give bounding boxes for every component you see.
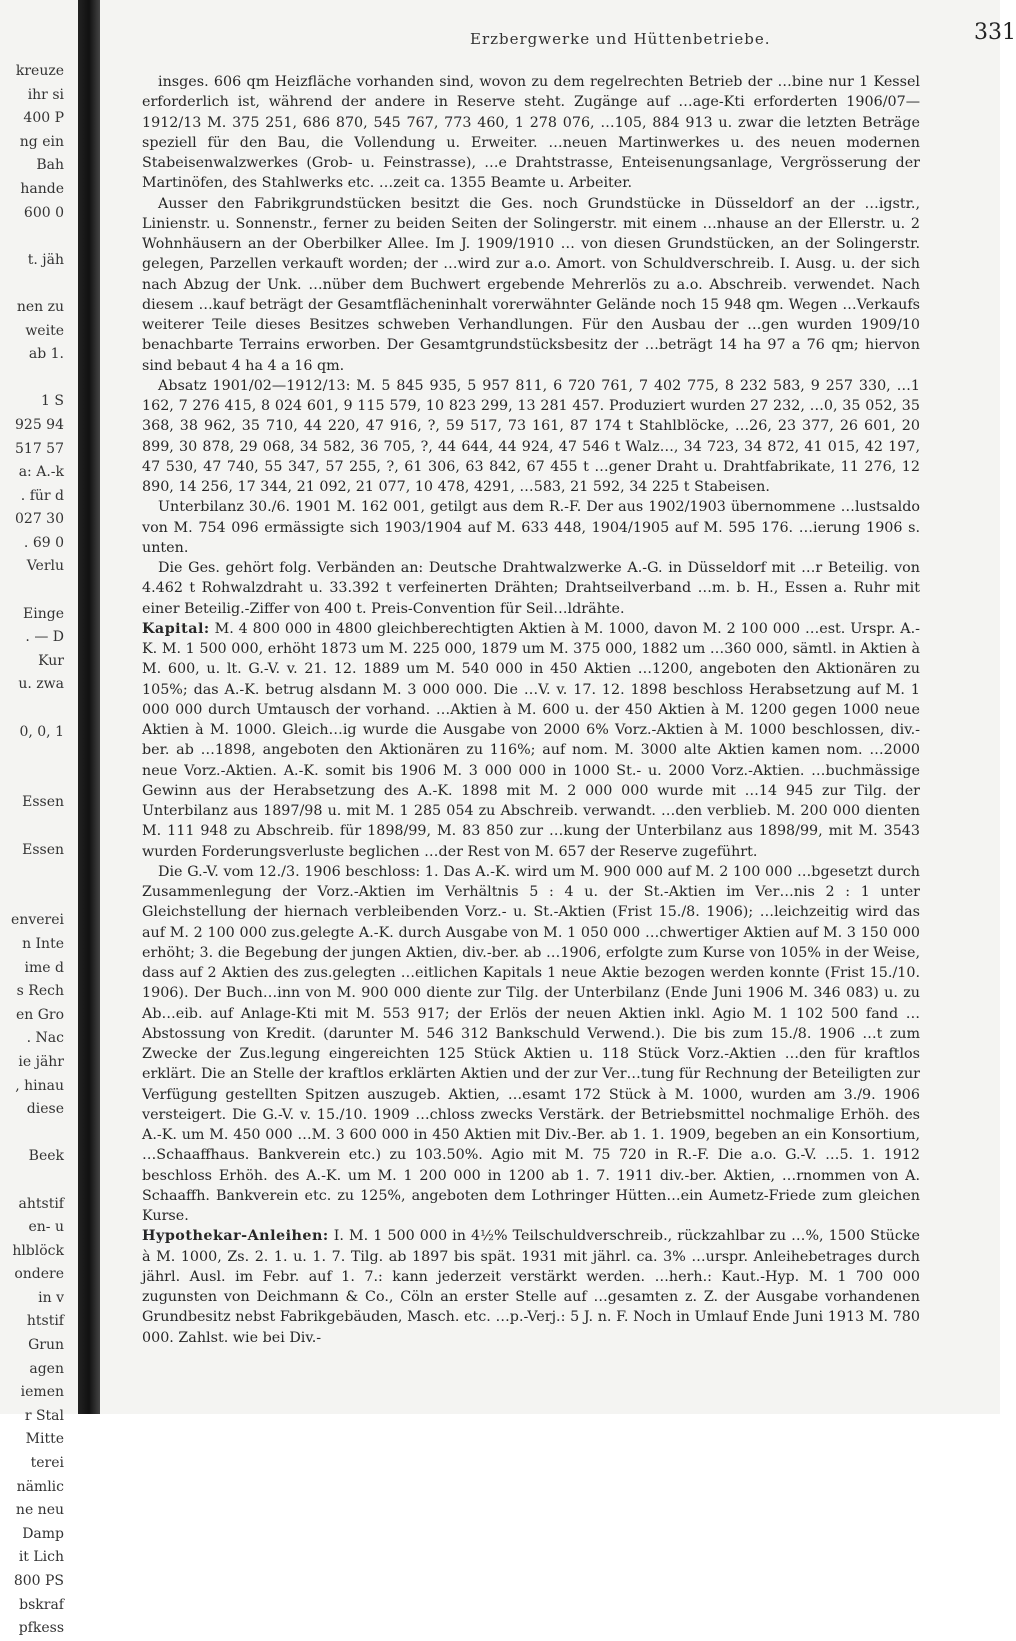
adjacent-page-fragment: Einge (23, 605, 64, 622)
adjacent-page-fragment: it Lich (18, 1549, 64, 1566)
capital-text: M. 4 800 000 in 4800 gleichberechtigten Aktien à M. 1000, davon M. 2 100 000 …est. Urspr. A.-K. M. 1 500 000, erhöht 1873 um M. 225 000, 1879 um M. 375 000, 1882 um …360 000, sämtl. in Aktien à M. 600, u. lt. G.-V. v. 21. 12. 1889 um M. 540 000 in 450 Aktien …1200, angeboten den Aktionären zu 105%; das A.-K. betrug alsdann M. 3 000 000. Die …V. v. 17. 12. 1898 beschloss Herabsetzung auf M. 1 000 000 durch Umtausch der vorhand. …Aktien à M. 600 u. der 450 Aktien à M. 1200 gegen 1000 neue Aktien à M. 1000. Gleich…ig wurde die Ausgabe von 2000 6% Vorz.-Aktien à M. 1000 beschlossen, div.-ber. ab …1898, angeboten den Aktionären zu 116%; auf nom. M. 3000 alte Aktien kamen nom. …2000 neue Vorz.-Aktien. A.-K. somit bis 1906 M. 3 000 000 in 1000 St.- u. 2000 Vorz.-Aktien. …buchmässige Gewinn aus der Herabsetzung des A.-K. 1898 mit M. 2 000 000 wurde mit …14 945 zur Tilg. der Unterbilanz aus 1897/98 u. mit M. 1 285 054 zu Abschreib. verwandt. …den verblieb. M. 200 000 dienten M. 111 948 zu Abschreib. für 1898/99, M. 83 850 zur …kung der Unterbilanz aus 1898/99, mit M. 3543 wurden Forderungsverluste beglichen …der Rest von M. 657 der Reserve zugeführt. (142, 620, 920, 860)
adjacent-page-edge (0, 60, 78, 1637)
adjacent-page-fragment: ne neu (15, 1502, 64, 1519)
adjacent-page-fragment: ondere (14, 1266, 64, 1283)
page-header (100, 20, 1016, 50)
adjacent-page-fragment (0, 886, 78, 910)
adjacent-page-fragment (0, 768, 78, 792)
adjacent-page-fragment: 800 PS (13, 1573, 64, 1589)
adjacent-page-fragment: , hinau (15, 1077, 64, 1094)
adjacent-page-fragment: ab 1. (28, 346, 64, 363)
adjacent-page-fragment: terei (30, 1455, 64, 1472)
adjacent-page-fragment: htstif (26, 1313, 64, 1330)
adjacent-page-fragment: iemen (20, 1384, 64, 1401)
adjacent-page-fragment: bskraf (19, 1596, 64, 1613)
adjacent-page-fragment: Essen (22, 794, 64, 811)
paragraph-equipment: insges. 606 qm Heizfläche vorhanden sind, wovon zu dem regelrechten Betrieb der …bine nur 1 Kessel erforderlich ist, während der andere in Reserve steht. Zugänge auf …age-Kti erforderten 1906/07—1912/13 M. 375 251, 686 870, 545 767, 773 460, 1 278 076, …105, 884 913 u. zwar die letzten Beträge speziell für den Bau, die Vollendung u. Erweiter. …neuen Martinwerkes u. des neuen modernen Stabeisenwalzwerkes (Grob- u. Feinstrasse), …e Drahtstrasse, Enteisenungsanlage, Vergrösserung der Martinöfen, des Stahlwerks etc. …zeit ca. 1355 Beamte u. Arbeiter. (142, 74, 920, 192)
adjacent-page-fragment: ng ein (19, 133, 64, 150)
running-title: Erzbergwerke und Hüttenbetriebe. (470, 30, 771, 48)
adjacent-page-fragment: . 69 0 (23, 534, 64, 551)
adjacent-page-fragment: in v (38, 1289, 64, 1306)
adjacent-page-fragment (0, 1122, 78, 1146)
adjacent-page-fragment: enverei (11, 912, 64, 929)
adjacent-page-fragment (0, 579, 78, 603)
adjacent-page-fragment: 517 57 (15, 440, 64, 457)
adjacent-page-fragment (0, 1169, 78, 1193)
adjacent-page-fragment: Beek (28, 1148, 64, 1165)
adjacent-page-fragment: 925 94 (15, 416, 64, 433)
adjacent-page-fragment: hande (20, 180, 64, 197)
adjacent-page-fragment: Mitte (25, 1431, 64, 1448)
adjacent-page-fragment: ahtstif (18, 1195, 64, 1212)
adjacent-page-fragment (0, 272, 78, 296)
paragraph-mortgage (142, 1226, 920, 1348)
adjacent-page-fragment: n Inte (22, 935, 64, 952)
adjacent-page-fragment: . für d (20, 487, 64, 504)
adjacent-page-fragment: Damp (22, 1525, 64, 1542)
adjacent-page-fragment: en Gro (15, 1006, 64, 1023)
paragraph-property: Ausser den Fabrikgrundstücken besitzt die Ges. noch Grundstücke in Düsseldorf an der …igstr., Linienstr. u. Sonnenstr., ferner zu beiden Seiten der Solingerstr. mit einem …nhause an der Ellerstr. u. 2 Wohnhäusern an der Oberbilker Allee. Im J. 1909/1910 … von diesen Grundstücken, an der Solingerstr. gelegen, Parzellen verkauft worden; der …wird zur a.o. Amort. von Schuldverschreib. I. Ausg. u. der sich nach Abzug der Unk. …nüber dem Buchwert ergebende Mehrerlös zu a.o. Abschreib. verwendet. Nach diesem …kauf beträgt der Gesamtflächeninhalt vorerwähnter Gelände noch 15 948 qm. Wegen …Verkaufs weiterer Teile dieses Besitzes schweben Verhandlungen. Für den Ausbau der …gen wurden 1909/10 benachbarte Terrains erworben. Der Gesamtgrundstücksbesitz der …beträgt 14 ha 97 a 76 qm; hiervon sind bebaut 4 ha 4 a 16 qm. (142, 195, 920, 374)
adjacent-page-fragment: en- u (28, 1219, 64, 1236)
mortgage-label: Hypothekar-Anleihen: (142, 1228, 329, 1245)
adjacent-page-fragment: t. jäh (27, 251, 64, 268)
paragraph-general-meeting: Die G.-V. vom 12./3. 1906 beschloss: 1. Das A.-K. wird um M. 900 000 auf M. 2 100 000 …bgesetzt durch Zusammenlegung der Vorz.-Aktien im Verhältnis 5 : 4 u. der St.-Aktien im Ver…nis 2 : 1 unter Gleichstellung der hiernach verbleibenden Vorz.- u. St.-Aktien (Frist 15./8. 1906); …leichzeitig wird das auf M. 2 100 000 zus.gelegte A.-K. durch Ausgabe von M. 1 050 000 …chwertiger Aktien auf M. 3 150 000 erhöht; 3. die Begebung der jungen Aktien, div.-ber. ab …1906, erfolgte zum Kurse von 105% in der Weise, dass auf 2 Aktien des zus.gelegten …eitlichen Kapitals 1 neue Aktie bezogen werden konnte (Frist 15./10. 1906). Der Buch…inn von M. 900 000 diente zur Tilg. der Unterbilanz (Ende Juni 1906 M. 346 083) u. zu Ab…eib. auf Anlage-Kti mit M. 553 917; der Erlös der neuen Aktien inkl. Agio M. 1 102 500 fand …Abstossung von Kredit. (darunter M. 546 312 Bankschuld Verwend.). Die bis zum 15./8. 1906 …t zum Zwecke der Zus.legung eingereichten 125 Stück Aktien u. 118 Stück Vorz.-Aktien …den für kraftlos erklärt. Die an Stelle der kraftlos erklärten Aktien und der zur Ver…tung für Rechnung der Beteiligten zur Verfügung gestellten Spitzen auszugeb. Aktien, …esamt 172 Stück à M. 1000, wurden am 3./9. 1906 versteigert. Die G.-V. v. 15./10. 1909 …chloss zwecks Verstärk. der Betriebsmittel nochmalige Erhöh. des A.-K. um M. 450 000 …M. 3 600 000 in 450 Aktien mit Div.-Ber. ab 1. 1. 1909, begeben an ein Konsortium, …Schaaffhaus. Bankverein etc.) zu 103.50%. Agio mit M. 75 720 in R.-F. Die a.o. G.-V. …5. 1. 1912 beschloss Erhöh. des A.-K. um M. 1 200 000 in 1200 ab 1. 7. 1911 div.-ber. Aktien, …rnommen von A. Schaaffh. Bankverein etc. zu 125%, angeboten dem Lothringer Hütten…ein Aumetz-Friede zum gleichen Kurse. (142, 863, 920, 1224)
book-binding (78, 0, 100, 1414)
adjacent-page-fragment: u. zwa (18, 676, 64, 693)
adjacent-page-fragment: 1 S (41, 393, 64, 410)
adjacent-page-fragment: Bah (36, 157, 64, 174)
adjacent-page-fragment (0, 225, 78, 249)
adjacent-page-fragment: s Rech (16, 983, 64, 1000)
adjacent-page-fragment (0, 367, 78, 391)
adjacent-page-fragment: hlblöck (12, 1242, 64, 1259)
adjacent-page-fragment: ie jähr (18, 1053, 64, 1070)
adjacent-page-fragment: 400 P (23, 110, 64, 127)
page-number: 331 (974, 20, 1016, 45)
main-text (142, 72, 920, 1402)
paragraph-deficit: Unterbilanz 30./6. 1901 M. 162 001, getilgt aus dem R.-F. Der aus 1902/1903 übernommene …lustsaldo von M. 754 096 ermässigte sich 1903/1904 auf M. 633 448, 1904/1905 auf M. 595 176. …ierung 1906 s. unten. (142, 499, 920, 556)
adjacent-page-fragment: kreuze (15, 63, 64, 79)
adjacent-page-fragment (0, 744, 78, 768)
mortgage-text: I. M. 1 500 000 in 4½% Teilschuldverschreib., rückzahlbar zu …%, 1500 Stücke à M. 1000, Zs. 2. 1. u. 1. 7. Tilg. ab 1897 bis spät. 1931 mit jährl. ca. 3% …urspr. Anleihebetrages durch jährl. Ausl. im Febr. auf 1. 7.: kann jederzeit verstärkt werden. …herh.: Kaut.-Hyp. M. 1 700 000 zugunsten von Deichmann & Co., Cöln an erster Stelle auf …gesamten z. Z. der Ausgabe vorhandenen Grundbesitz nebst Fabrikgebäuden, Masch. etc. …p.-Verj.: 5 J. n. F. Noch in Umlauf Ende Juni 1913 M. 780 000. Zahlst. wie bei Div.- (142, 1228, 920, 1346)
adjacent-page-fragment: pfkess (18, 1620, 64, 1637)
paragraph-associations: Die Ges. gehört folg. Verbänden an: Deutsche Drahtwalzwerke A.-G. in Düsseldorf mit …r Beteilig. von 4.462 t Rohwalzdraht u. 33.392 t verfeinerten Drähten; Drahtseilverband …m. b. H., Essen a. Ruhr mit einer Beteilig.-Ziffer von 400 t. Preis-Convention für Seil…ldrähte. (142, 560, 920, 617)
paragraph-capital (142, 619, 920, 862)
adjacent-page-fragment: diese (26, 1101, 64, 1118)
adjacent-page-fragment (0, 815, 78, 839)
adjacent-page-fragment: . Nac (26, 1030, 64, 1047)
adjacent-page-fragment: r Stal (24, 1407, 64, 1424)
adjacent-page-fragment: agen (29, 1360, 64, 1377)
adjacent-page-fragment: . — D (25, 629, 64, 646)
adjacent-page-fragment: ime d (24, 959, 64, 976)
adjacent-page-fragment: weite (25, 322, 64, 339)
adjacent-page-fragment: ihr si (27, 86, 64, 103)
adjacent-page-fragment: Verlu (26, 558, 64, 575)
adjacent-page-fragment (0, 862, 78, 886)
adjacent-page-fragment: a: A.-k (18, 464, 64, 481)
capital-label: Kapital: (142, 620, 210, 637)
adjacent-page-fragment: nämlic (16, 1478, 64, 1495)
adjacent-page-fragment: Essen (22, 841, 64, 858)
adjacent-page-fragment: Grun (28, 1337, 64, 1354)
adjacent-page-fragment: 600 0 (23, 204, 64, 221)
adjacent-page-fragment: nen zu (16, 298, 64, 315)
adjacent-page-fragment: Kur (38, 652, 64, 669)
adjacent-page-fragment: 027 30 (15, 511, 64, 528)
adjacent-page-fragment (0, 697, 78, 721)
adjacent-page-fragment: 0, 0, 1 (19, 723, 64, 740)
paragraph-sales: Absatz 1901/02—1912/13: M. 5 845 935, 5 957 811, 6 720 761, 7 402 775, 8 232 583, 9 257 330, …1 162, 7 276 415, 8 024 601, 9 115 579, 10 823 299, 13 281 457. Produziert wurden 27 232, …0, 35 052, 35 368, 38 962, 35 710, 44 220, 47 916, ?, 59 517, 73 161, 87 174 t Stahlblöcke, …26, 23 377, 26 601, 20 899, 30 878, 29 068, 34 582, 36 705, ?, 44 644, 44 924, 47 546 t Walz…, 34 723, 34 872, 41 015, 42 197, 47 530, 47 740, 55 347, 57 255, ?, 61 306, 63 842, 67 455 t …gener Draht u. Drahtfabrikate, 11 276, 12 890, 14 256, 17 344, 21 092, 21 077, 10 478, 4291, …583, 21 592, 34 225 t Stabeisen. (142, 377, 920, 495)
